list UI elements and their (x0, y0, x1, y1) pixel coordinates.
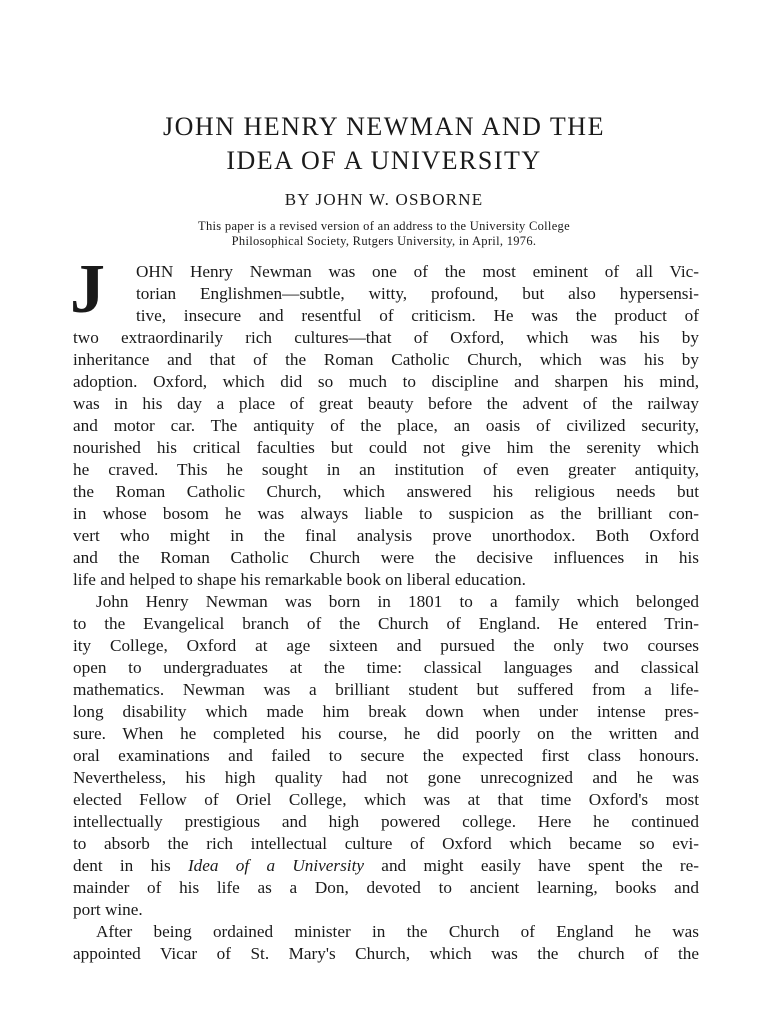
paper-note-line-2: Philosophical Society, Rutgers University, in April, 1976. (231, 234, 537, 248)
body-line: inheritance and that of the Roman Catholic Church, which was his by (73, 350, 699, 369)
body-line: After being ordained minister in the Church of England he was (96, 922, 699, 941)
body-line: tive, insecure and resentful of criticism. He was the product of (136, 306, 699, 325)
body-line: elected Fellow of Oriel College, which was at that time Oxford's most (73, 790, 699, 809)
body-line: OHN Henry Newman was one of the most eminent of all Vic- (136, 262, 699, 281)
body-line: mathematics. Newman was a brilliant student but suffered from a life- (73, 680, 699, 699)
body-line: mainder of his life as a Don, devoted to ancient learning, books and (73, 878, 699, 897)
body-line: John Henry Newman was born in 1801 to a family which belonged (96, 592, 699, 611)
article-title-line-1: JOHN HENRY NEWMAN AND THE (163, 112, 605, 141)
body-text: and might easily have spent the re- (364, 856, 699, 875)
book-title-italic: Idea of a University (187, 856, 364, 875)
body-line: he craved. This he sought in an institution of even greater antiquity, (73, 460, 699, 479)
article-title-line-2: IDEA OF A UNIVERSITY (226, 146, 542, 175)
body-line: long disability which made him break down when under intense pres- (73, 702, 699, 721)
body-line: Nevertheless, his high quality had not gone unrecognized and he was (73, 768, 699, 787)
body-line: torian Englishmen—subtle, witty, profound, but also hypersensi- (136, 284, 699, 303)
body-line: and motor car. The antiquity of the place, an oasis of civilized security, (73, 416, 699, 435)
body-line: to absorb the rich intellectual culture of Oxford which became so evi- (73, 834, 699, 853)
body-line: and the Roman Catholic Church were the decisive influences in his (73, 548, 699, 567)
body-line: to the Evangelical branch of the Church of England. He entered Trin- (73, 614, 699, 633)
body-line: nourished his critical faculties but could not give him the serenity which (73, 438, 699, 457)
body-line: sure. When he completed his course, he did poorly on the written and (73, 724, 699, 743)
body-line: appointed Vicar of St. Mary's Church, which was the church of the (73, 944, 699, 963)
body-line: oral examinations and failed to secure the expected first class honours. (73, 746, 699, 765)
body-line: adoption. Oxford, which did so much to discipline and sharpen his mind, (73, 372, 699, 391)
body-line: ity College, Oxford at age sixteen and pursued the only two courses (73, 636, 699, 655)
body-line: port wine. (73, 900, 143, 919)
body-line: two extraordinarily rich cultures—that of Oxford, which was his by (73, 328, 699, 347)
body-line: in whose bosom he was always liable to suspicion as the brilliant con- (73, 504, 699, 523)
body-line: was in his day a place of great beauty before the advent of the railway (73, 394, 699, 413)
body-line: open to undergraduates at the time: classical languages and classical (73, 658, 699, 677)
drop-cap: J (70, 251, 105, 328)
body-line: the Roman Catholic Church, which answered his religious needs but (73, 482, 699, 501)
body-line-with-italic-title (73, 855, 699, 877)
paper-note-line-1: This paper is a revised version of an address to the University College (198, 219, 570, 233)
body-line: vert who might in the final analysis prove unorthodox. Both Oxford (73, 526, 699, 545)
author-byline: BY JOHN W. OSBORNE (284, 190, 484, 209)
body-text: dent in his (73, 856, 188, 875)
body-line: intellectually prestigious and high powered college. Here he continued (73, 812, 699, 831)
body-line: life and helped to shape his remarkable book on liberal education. (73, 570, 526, 589)
